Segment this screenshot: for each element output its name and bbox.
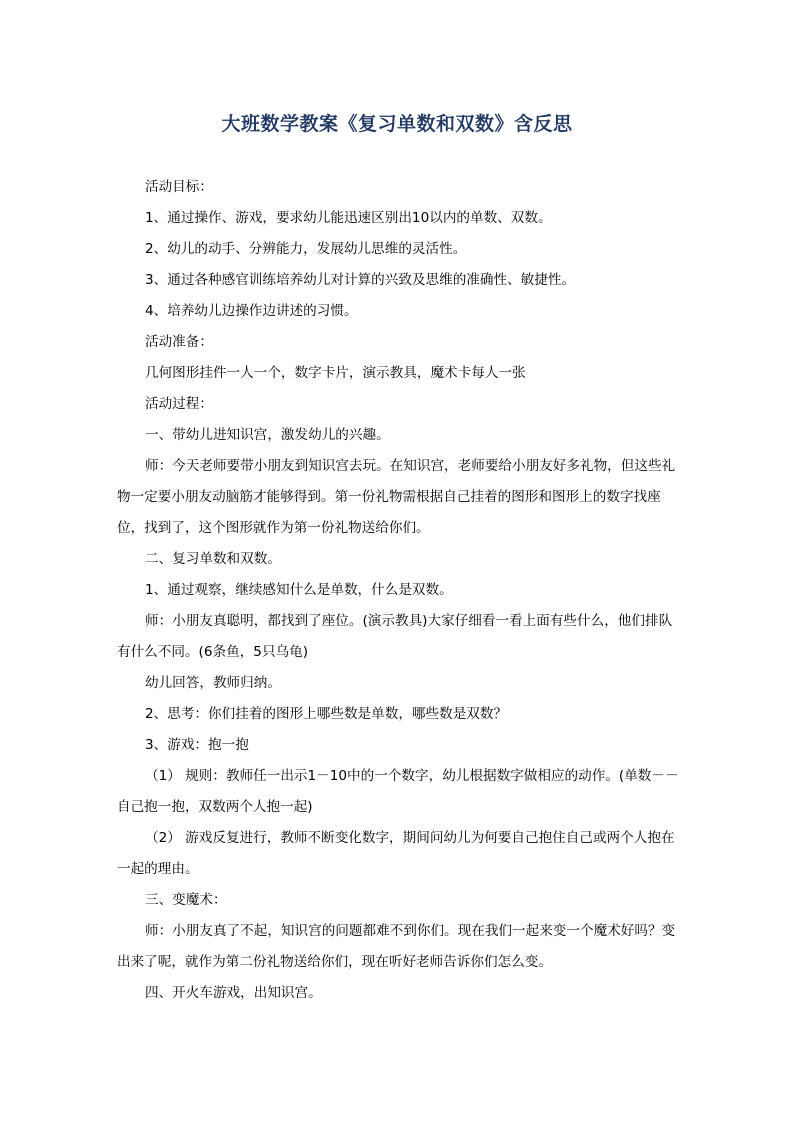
- section-1-heading: 一、带幼儿进知识宫，激发幼儿的兴趣。: [145, 427, 390, 443]
- section-2-item-1: 1、通过观察，继续感知什么是单数，什么是双数。: [145, 582, 453, 598]
- heading-activity-process: 活动过程：: [145, 396, 213, 412]
- goal-item-2: 2、幼儿的动手、分辨能力，发展幼儿思维的灵活性。: [145, 241, 467, 257]
- section-1-teacher-text: 师：今天老师要带小朋友到知识宫去玩。在知识宫，老师要给小朋友好多礼物，但这些礼物一定要小朋友动脑筋才能够得到。第一份礼物需根据自己挂着的图形和图形上的数字找座位，找到了，这个图形就作为第一份礼物送给你们。: [117, 458, 676, 536]
- section-2-teacher-text: 师：小朋友真聪明，都找到了座位。(演示教具)大家仔细看一看上面有些什么，他们排队有什么不同。(6条鱼，5只乌龟): [117, 613, 673, 660]
- preparation-text: 几何图形挂件一人一个，数字卡片，演示教具，魔术卡每人一张: [145, 365, 526, 381]
- section-2-heading: 二、复习单数和双数。: [145, 551, 281, 567]
- section-2-item-3: 3、游戏：抱一抱: [145, 737, 249, 753]
- section-3-heading: 三、变魔术：: [145, 892, 227, 908]
- section-2-item-2: 2、思考：你们挂着的图形上哪些数是单数，哪些数是双数？: [145, 706, 508, 722]
- goal-item-1: 1、通过操作、游戏，要求幼儿能迅速区别出10以内的单数、双数。: [145, 210, 552, 226]
- heading-activity-goals: 活动目标：: [145, 179, 213, 195]
- goal-item-3: 3、通过各种感官训练培养幼儿对计算的兴致及思维的准确性、敏捷性。: [145, 272, 576, 288]
- heading-activity-preparation: 活动准备：: [145, 334, 213, 350]
- section-3-teacher-text: 师：小朋友真了不起，知识宫的问题都难不到你们。现在我们一起来变一个魔术好吗？变出来了呢，就作为第二份礼物送给你们，现在听好老师告诉你们怎么变。: [117, 923, 676, 970]
- section-2-children-answer: 幼儿回答，教师归纳。: [145, 675, 281, 691]
- game-rule-2: （2） 游戏反复进行，教师不断变化数字，期间问幼儿为何要自己抱住自己或两个人抱在一起的理由。: [117, 830, 675, 877]
- goal-item-4: 4、培养幼儿边操作边讲述的习惯。: [145, 303, 358, 319]
- document-body: [117, 172, 683, 1009]
- section-4-heading: 四、开火车游戏，出知识宫。: [145, 985, 322, 1001]
- document-title: 大班数学教案《复习单数和双数》含反思: [221, 113, 573, 135]
- game-rule-1: （1） 规则：教师任一出示1－10中的一个数字，幼儿根据数字做相应的动作。(单数－－自己抱一抱，双数两个人抱一起): [117, 768, 679, 815]
